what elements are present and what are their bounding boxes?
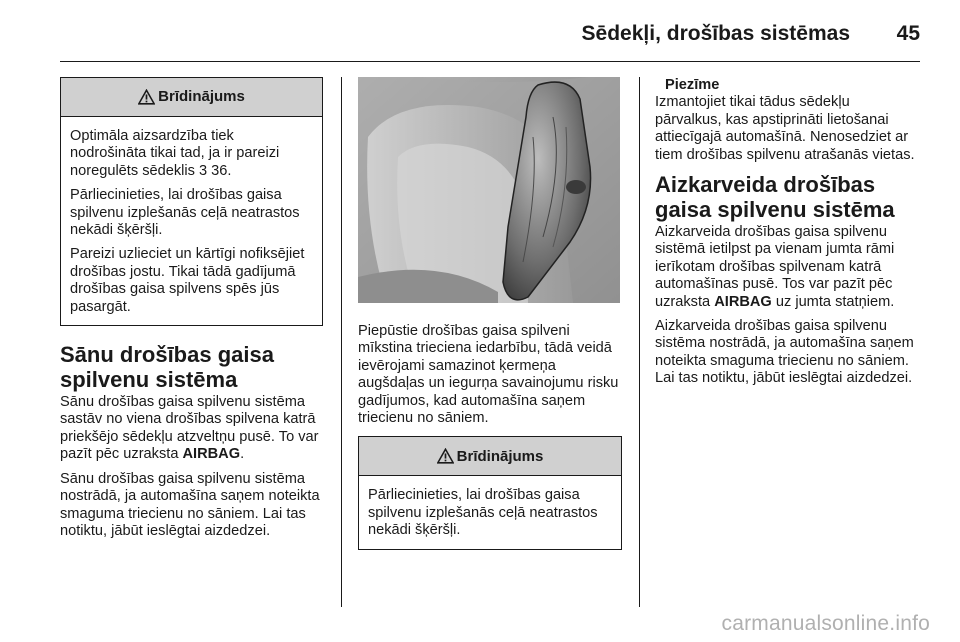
column-divider-left — [341, 77, 342, 607]
warning-paragraph: Pārliecinieties, lai drošības gaisa spilvenu izplešanās ceļā neatrastos nekādi šķēršļi. — [368, 487, 598, 539]
column-1 — [60, 77, 323, 547]
running-header-title: Sēdekļi, drošības sistēmas — [581, 22, 850, 45]
warning-header — [61, 78, 322, 117]
warning-header — [359, 437, 621, 476]
body-paragraph: Aizkarveida drošības gaisa spilvenu sistēma nostrādā, ja automašīna saņem noteikta smaguma triecienu no sāniem. Lai tas notiktu, jābūt ieslēgtai aizdedzei. — [655, 318, 914, 387]
warning-paragraph: Pārliecinieties, lai drošības gaisa spilvenu izplešanās ceļā neatrastos nekādi šķēršļi. — [70, 187, 300, 239]
watermark: carmanualsonline.info — [721, 612, 930, 635]
warning-body — [359, 476, 621, 548]
warning-paragraph: Optimāla aizsardzība tiek nodrošināta tikai tad, ja ir pareizi noregulēts sēdeklis 3 36. — [70, 128, 280, 179]
note-title: Piezīme — [665, 77, 720, 93]
warning-box — [60, 77, 323, 326]
warning-triangle-icon — [437, 448, 454, 464]
note-text: Izmantojiet tikai tādus sēdekļu pārvalkus, kas apstiprināti lietošanai attiecīgajā automašīnā. Nenosedziet ar tiem drošības spilvenu atrašanās vietas. — [655, 94, 915, 163]
header-rule — [60, 61, 920, 62]
side-airbag-photo — [358, 77, 620, 303]
page-number: 45 — [896, 22, 920, 45]
column-3 — [655, 77, 920, 395]
body-paragraph: Aizkarveida drošības gaisa spilvenu sistēmā ietilpst pa vienam jumta rāmi ierīkotam drošības spilvenam katrā automašīnas pusē. Tos var pazīt pēc uzraksta AIRBAG uz jumta statņiem. — [655, 224, 895, 310]
column-divider-right — [639, 77, 640, 607]
warning-paragraph: Pareizi uzlieciet un kārtīgi nofiksējiet drošības jostu. Tikai tādā gadījumā drošības gaisa spilvens spēs jūs pasargāt. — [70, 246, 305, 315]
column-2 — [358, 77, 622, 550]
airbag-label: AIRBAG — [714, 293, 772, 310]
warning-triangle-icon — [138, 89, 155, 105]
section-heading-curtain-airbag: Aizkarveida drošības gaisa spilvenu sistēma — [655, 172, 895, 223]
warning-title: Brīdinājums — [158, 88, 245, 106]
warning-title: Brīdinājums — [456, 447, 544, 465]
warning-body — [61, 117, 322, 325]
airbag-label: AIRBAG — [182, 446, 241, 463]
section-heading-side-airbag: Sānu drošības gaisa spilvenu sistēma — [60, 342, 274, 393]
body-paragraph: Sānu drošības gaisa spilvenu sistēma nostrādā, ja automašīna saņem noteikta smaguma triecienu no sāniem. Lai tas notiktu, jābūt ieslēgtai aizdedzei. — [60, 470, 320, 539]
warning-box — [358, 436, 622, 549]
seat-airbag-illustration — [358, 77, 620, 303]
photo-caption: Piepūstie drošības gaisa spilveni mīkstina trieciena iedarbību, tādā veidā ievērojami samazinot ķermeņa augšdaļas un iegurņa savainojumu risku gadījumos, kad automašīna saņem triecienu no sāniem. — [358, 323, 619, 427]
body-paragraph: Sānu drošības gaisa spilvenu sistēma sastāv no viena drošības spilvena katrā priekšējo sēdekļu atzveltņu pusē. To var pazīt pēc uzraksta AIRBAG. — [60, 394, 319, 463]
